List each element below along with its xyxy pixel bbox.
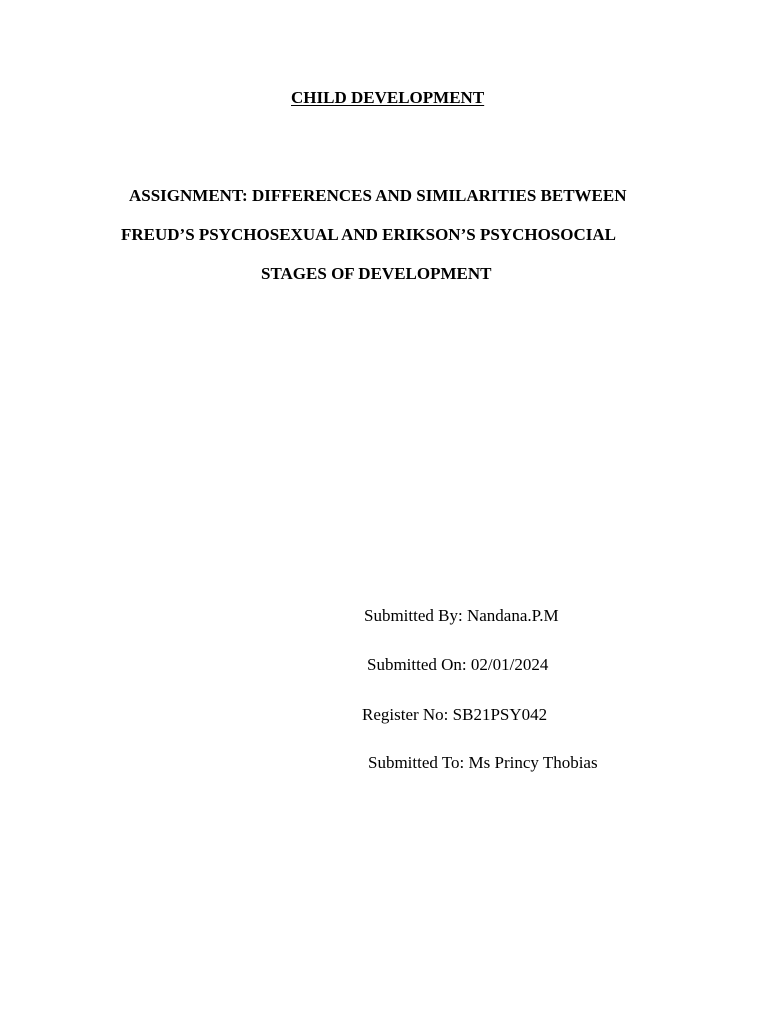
assignment-title-line-3: STAGES OF DEVELOPMENT (261, 264, 492, 283)
assignment-title-line-2: FREUD’S PSYCHOSEXUAL AND ERIKSON’S PSYCHOSOCIAL (121, 225, 616, 244)
submitted-by: Submitted By: Nandana.P.M (364, 606, 559, 625)
submitted-on: Submitted On: 02/01/2024 (367, 655, 549, 674)
course-title: CHILD DEVELOPMENT (291, 88, 485, 107)
register-number: Register No: SB21PSY042 (362, 705, 548, 724)
assignment-title-line-1: ASSIGNMENT: DIFFERENCES AND SIMILARITIES BETWEEN (129, 186, 627, 205)
submitted-to: Submitted To: Ms Princy Thobias (368, 753, 598, 772)
